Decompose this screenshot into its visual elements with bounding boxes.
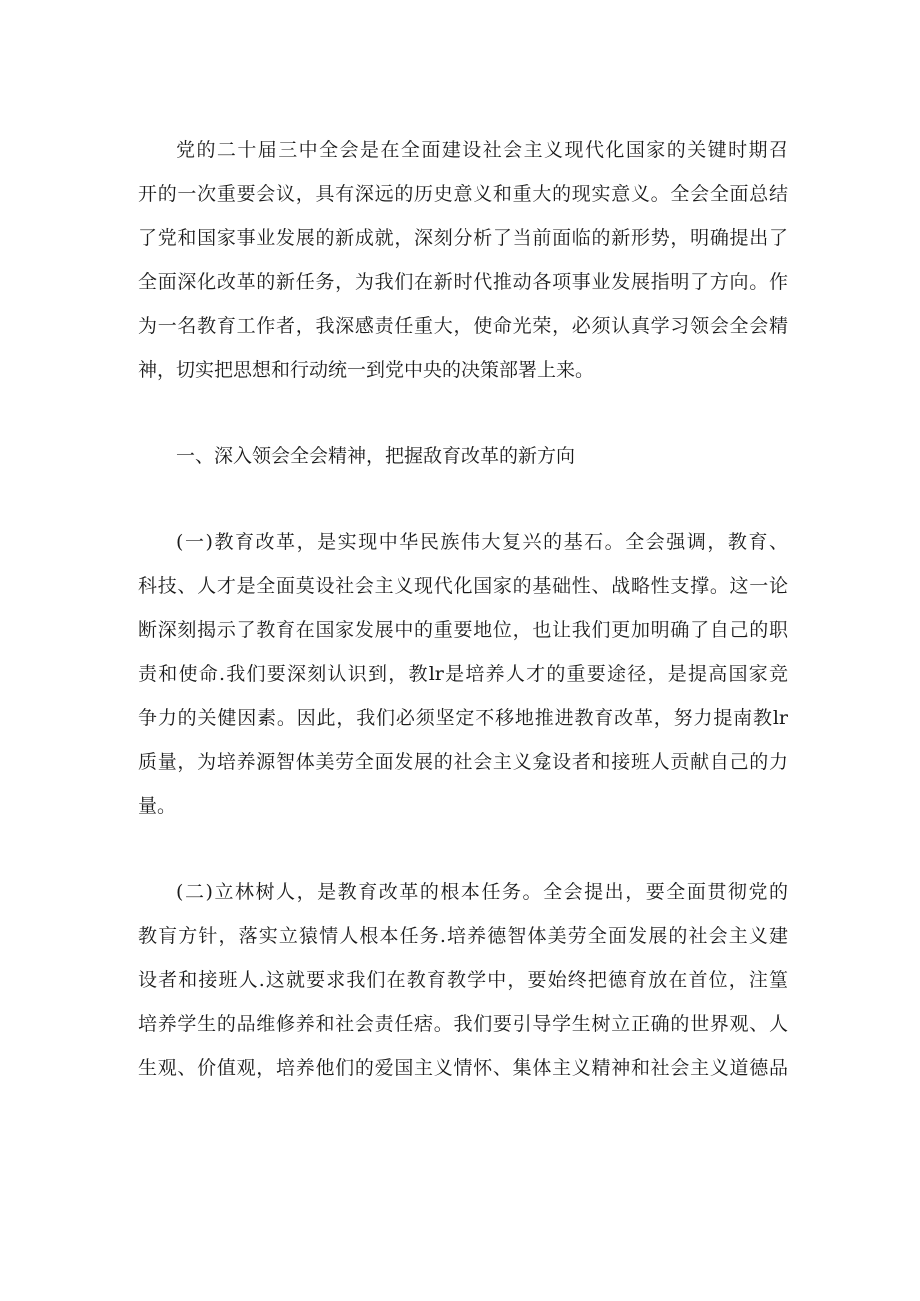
- text-line: 质量，为培养源智体美劳全面发展的社会主义龛设者和接班人贡献自己的力: [138, 751, 788, 773]
- section-heading: 一、深入领会全会精神，把握敌育改革的新方向: [176, 445, 576, 467]
- document-body: [138, 128, 788, 1090]
- text-line: 设者和接班人.这就要求我们在教育教学中，要始终把德育放在首位，注篁: [138, 969, 788, 991]
- text-line: 量。: [138, 795, 177, 817]
- text-line: 全面深化改革的新任务，为我们在新时代推动各项事业发展指明了方向。作: [138, 271, 788, 293]
- text-line: 培养学生的品维修养和社会责任痞。我们要引导学生树立正确的世界观、人: [138, 1013, 788, 1035]
- subsection-paragraph-2: [138, 870, 788, 1090]
- text-line: 责和使命.我们要深刻认识到，教lr是培养人才的重要途径，是提高国家竞: [138, 663, 788, 685]
- text-line: (二)立林树人，是教育改革的根本任务。全会提出，要全面贯彻党的: [176, 881, 788, 903]
- text-line: 争力的关健因素。因此，我们必须坚定不移地推进教育改革，努力提南教lr: [138, 707, 788, 729]
- text-line: 断深刻揭示了教育在国家发展中的重要地位，也让我们更加明确了自己的职: [138, 619, 788, 641]
- intro-paragraph: [138, 128, 788, 392]
- text-line: 开的一次重要会议，具有深远的历史意义和重大的现实意义。全会全面总结: [138, 183, 788, 205]
- paragraph-gap: [138, 828, 788, 870]
- text-line: 神，切实把思想和行动统一到党中央的决策部署上来。: [138, 359, 595, 381]
- paragraph-gap: [138, 392, 788, 434]
- subsection-paragraph-1: [138, 520, 788, 828]
- text-line: 科技、人才是全面莫设社会主义现代化国家的基础性、战略性支撑。这一论: [138, 575, 788, 597]
- text-line: 为一名教育工作者，我深感责任重大，使命光荣，必须认真学习领会全会精: [138, 315, 788, 337]
- text-line: 教肓方针，落实立猿情人根本任务.培养德智体美劳全面发展的社会主义建: [138, 925, 788, 947]
- paragraph-gap: [138, 478, 788, 520]
- text-line: 生观、价值观，培养他们的爱国主义情怀、集体主义精神和社会主义道德品: [138, 1057, 788, 1079]
- text-line: 了党和国家事业发展的新成就，深刻分析了当前面临的新形势，明确提出了: [138, 227, 788, 249]
- text-line: 党的二十届三中全会是在全面建设社会主义现代化国家的关键时期召: [176, 139, 788, 161]
- text-line: (一)教育改革，是实现中华民族伟大复兴的基石。全会强调，教育、: [176, 531, 788, 553]
